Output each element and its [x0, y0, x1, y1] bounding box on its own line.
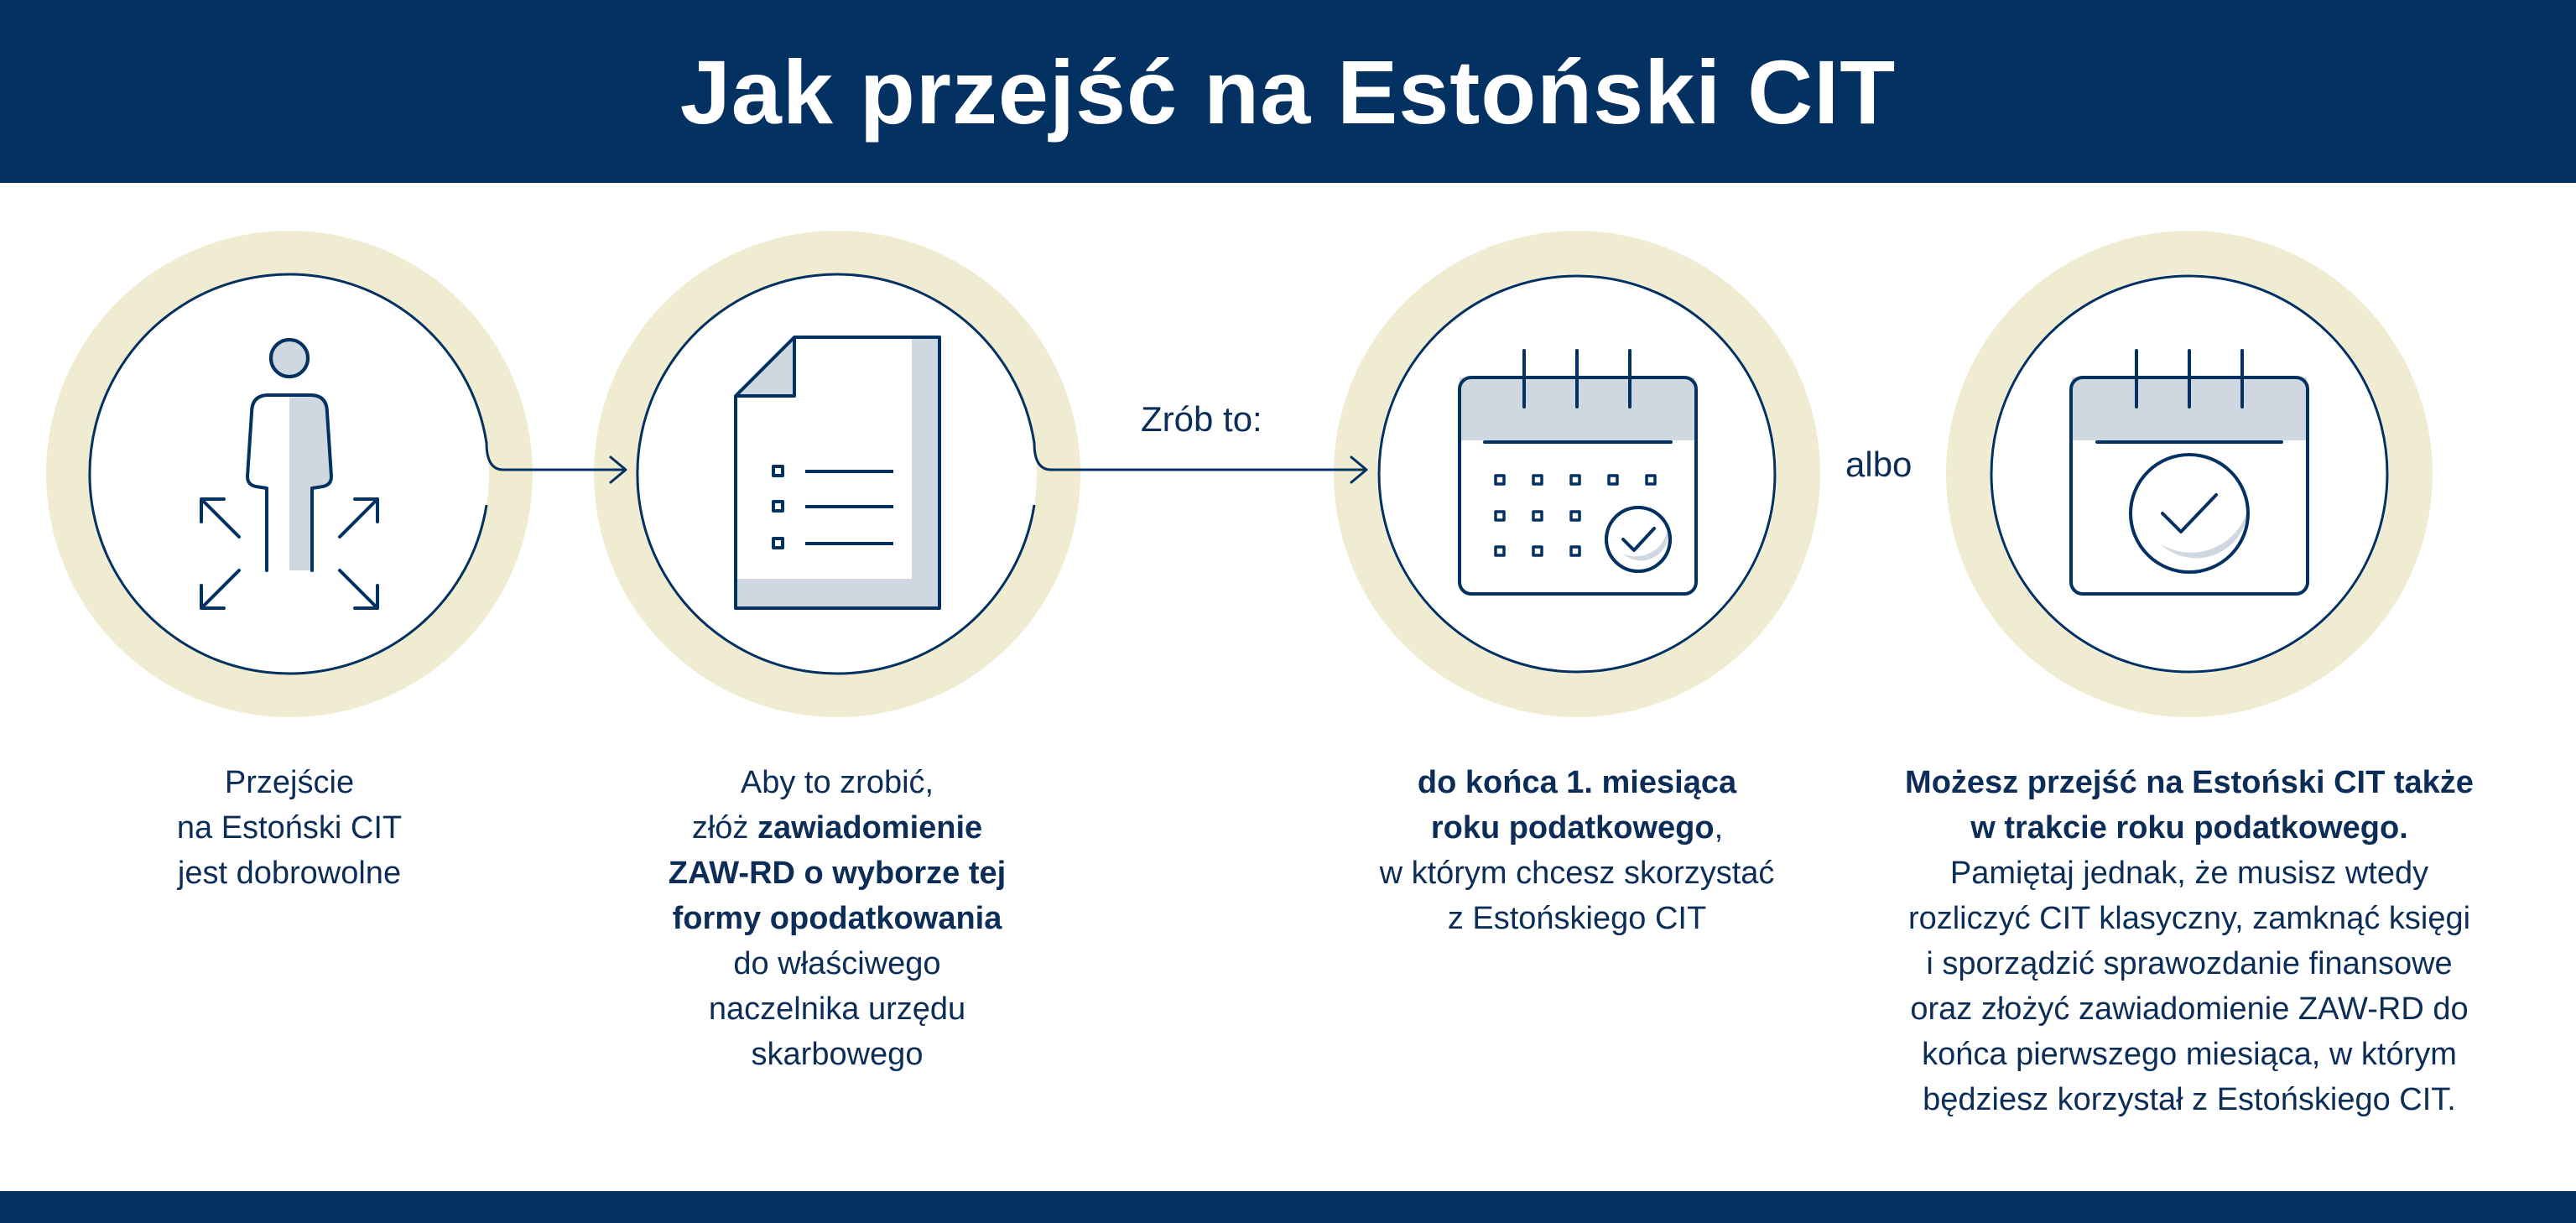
step-1-line: jest dobrowolne: [177, 856, 402, 891]
step-2-description: [627, 760, 1047, 1077]
connector-arrow-2: [1034, 443, 1366, 470]
page-title: Jak przejść na Estoński CIT: [679, 40, 1897, 143]
step-1-line: Przejście: [224, 765, 355, 800]
step-4-line: będziesz korzystał z Estońskiego CIT.: [1923, 1082, 2456, 1117]
footer-bar: [0, 1191, 2576, 1223]
step-2-line: Aby to zrobić,: [740, 765, 934, 800]
step-2-line: ZAW-RD o wyborze tej: [668, 856, 1007, 891]
step-4-line: końca pierwszego miesiąca, w którym: [1922, 1037, 2457, 1072]
step-4-line: w trakcie roku podatkowego.: [1970, 810, 2408, 846]
step-2-line: złóż zawiadomienie: [691, 810, 983, 846]
connector-label-zrob-to: Zrób to:: [1141, 399, 1262, 439]
step-2-line: do właściwego: [733, 946, 941, 981]
step-3-line: do końca 1. miesiąca: [1417, 765, 1737, 800]
step-3-line: z Estońskiego CIT: [1447, 901, 1707, 936]
step-4-description: [1854, 760, 2525, 1122]
step-4-line: Możesz przejść na Estoński CIT także: [1905, 765, 2474, 800]
step-4-line: rozliczyć CIT klasyczny, zamknąć księgi: [1907, 901, 2471, 936]
step-4-line: i sporządzić sprawozdanie finansowe: [1926, 946, 2453, 981]
step-1-line: na Estoński CIT: [176, 810, 403, 846]
step-3-description: [1325, 760, 1829, 941]
step-3-line: w którym chcesz skorzystać: [1379, 856, 1775, 891]
step-4-line: Pamiętaj jednak, że musisz wtedy: [1949, 856, 2429, 891]
connector-label-albo: albo: [1845, 445, 1912, 484]
step-2-line: skarbowego: [751, 1037, 924, 1072]
step-2-line: naczelnika urzędu: [708, 991, 966, 1027]
step-2-line: formy opodatkowania: [672, 901, 1002, 936]
step-3-line: roku podatkowego,: [1430, 810, 1724, 846]
step-1-description: [122, 760, 457, 896]
step-4-line: oraz złożyć zawiadomienie ZAW-RD do: [1910, 991, 2469, 1027]
